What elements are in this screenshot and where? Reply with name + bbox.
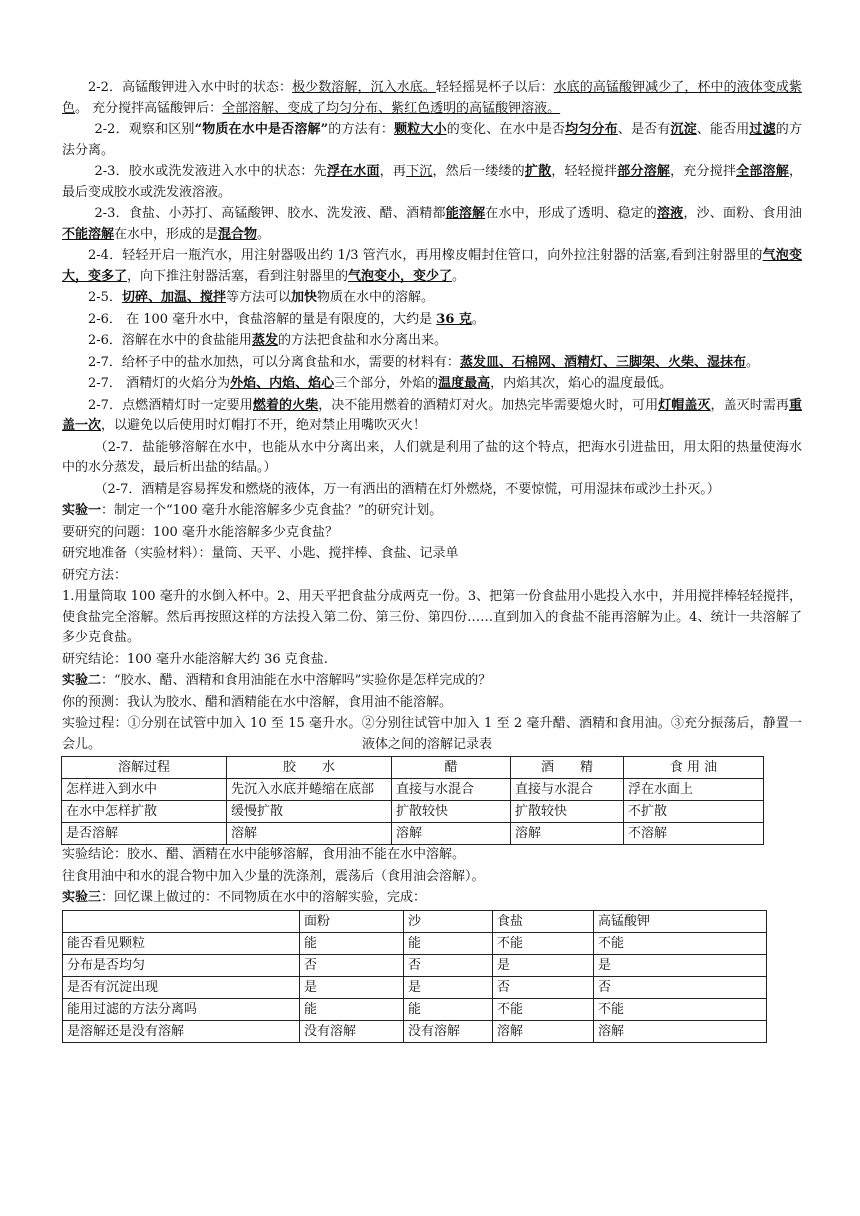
text: 等方法可以 xyxy=(225,290,291,305)
text: 、能否用 xyxy=(696,122,750,137)
text: 、是否有 xyxy=(617,122,671,137)
answer: 极少数溶解，沉入水底。 xyxy=(292,80,436,95)
table-cell: 不能 xyxy=(493,932,594,954)
table-cell: 是 xyxy=(300,976,404,998)
table-row xyxy=(63,954,767,976)
answer: 气泡变小，变少了 xyxy=(348,268,453,284)
answer: 外焰、内焰、焰心 xyxy=(230,376,335,391)
text: ：回忆课上做过的：不同物质在水中的溶解实验，完成： xyxy=(101,890,427,905)
text: ，最后变成胶水或洗发液溶液。 xyxy=(62,164,802,200)
answer: 水底的高锰酸钾减少了，杯中的液体变成紫色 xyxy=(62,80,802,116)
table-cell: 不溶解 xyxy=(624,823,764,845)
text: 的变化、在水中是否 xyxy=(446,122,566,137)
answer: 全部溶解、变成了均匀分布、紫红色透明的高锰酸钾溶液。 xyxy=(222,100,561,116)
text: 的方法分离。 xyxy=(62,122,802,158)
experiment-one-title xyxy=(62,501,802,522)
text: 在水中，形成了透明、稳定的 xyxy=(485,206,657,221)
table-row xyxy=(62,779,764,801)
table-cell: 能 xyxy=(404,998,493,1020)
table-cell: 浮在水面上 xyxy=(624,779,764,801)
answer: 溶液 xyxy=(656,206,684,221)
text: 在水中，形成的是 xyxy=(114,226,219,242)
header-cell: 沙 xyxy=(404,910,493,932)
table-cell: 不扩散 xyxy=(624,801,764,823)
table-cell: 是 xyxy=(594,954,767,976)
experiment-two-note: 往食用油中和水的混合物中加入少量的洗涤剂，震荡后（食用油会溶解）。 xyxy=(62,868,485,884)
table-cell: 是 xyxy=(404,976,493,998)
paragraph-alcohol-fire: （2-7．酒精是容易挥发和燃烧的液体，万一有洒出的酒精在灯外燃烧，不要惊慌，可用湿抹布或沙土扑灭。） xyxy=(94,481,720,497)
answer: 灯帽盖灭 xyxy=(658,397,711,413)
experiment-three-title xyxy=(62,888,802,909)
answer: 颗粒大小 xyxy=(394,122,447,137)
text: ，沙、面粉、食用油 xyxy=(683,206,802,221)
answer: 扩散 xyxy=(524,164,552,179)
paragraph-salt-limit xyxy=(62,310,802,331)
paragraph-speed-up xyxy=(62,288,802,309)
text: 的方法有： xyxy=(328,122,395,137)
text: ：“胶水、醋、酒精和食用油能在水中溶解吗”实验你是怎样完成的？ xyxy=(101,673,492,688)
text: ，充分搅拌 xyxy=(670,164,737,179)
text: ，内焰其次，焰心的温度最低。 xyxy=(490,376,673,391)
table-cell: 怎样进入到水中 xyxy=(62,779,227,801)
table-cell: 是否溶解 xyxy=(62,823,227,845)
header-cell: 溶解过程 xyxy=(62,757,227,779)
text: 的方法把食盐和水分离出来。 xyxy=(277,333,447,348)
table-row xyxy=(63,932,767,954)
answer: 重盖一次 xyxy=(62,397,802,433)
paragraph-salt-field: （2-7．盐能够溶解在水中，也能从水中分离出来，人们就是利用了盐的这个特点，把海水引进盐田，用太阳的热量使海水中的水分蒸发，最后析出盐的结晶。） xyxy=(62,439,802,475)
paragraph-evaporation xyxy=(62,331,802,352)
answer: 混合物 xyxy=(218,226,258,242)
table-cell: 在水中怎样扩散 xyxy=(62,801,227,823)
table-cell: 溶解 xyxy=(227,823,392,845)
document-body xyxy=(62,78,802,1043)
text: 轻轻摇晃杯子以后： xyxy=(435,80,554,95)
table-cell: 不能 xyxy=(594,998,767,1020)
experiment-two-prediction: 你的预测：我认为胶水、醋和酒精能在水中溶解，食用油不能溶解。 xyxy=(62,694,453,710)
answer: 下沉 xyxy=(406,164,433,179)
text: 。 xyxy=(745,354,759,370)
answer: 蒸发皿、石棉网、酒精灯、三脚架、火柴、湿抹布 xyxy=(459,354,746,370)
table-cell: 溶解 xyxy=(392,823,511,845)
table-caption: 液体之间的溶解记录表 xyxy=(362,736,493,752)
table-cell: 否 xyxy=(404,954,493,976)
substance-dissolution-table xyxy=(62,910,767,1043)
text: 三个部分，外焰的 xyxy=(334,376,439,391)
header-cell: 酒 精 xyxy=(511,757,624,779)
table-cell: 溶解 xyxy=(511,823,624,845)
header-cell: 面粉 xyxy=(300,910,404,932)
text: 2-3．食盐、小苏打、高锰酸钾、胶水、洗发液、醋、酒精都 xyxy=(94,206,446,221)
table-cell: 否 xyxy=(594,976,767,998)
text: 2-7．点燃酒精灯时一定要用 xyxy=(88,397,253,413)
header-cell: 食盐 xyxy=(493,910,594,932)
table-cell: 是否有沉淀出现 xyxy=(63,976,300,998)
text: 实验过程：①分别在试管中加入 10 至 15 毫升水。②分别往试管中加入 1 至 2 毫升醋、酒精和食用油。③充分振荡后，静置一会儿。 xyxy=(62,716,802,752)
table-cell: 没有溶解 xyxy=(404,1020,493,1042)
text: 2-6． 在 100 毫升水中，食盐溶解的量是有限度的，大约是 xyxy=(88,311,437,327)
answer: 沉淀 xyxy=(670,122,697,137)
table-row xyxy=(62,823,764,845)
experiment-one-materials: 研究地准备（实验材料）：量筒、天平、小匙、搅拌棒、食盐、记录单 xyxy=(62,546,459,561)
answer: 不能溶解 xyxy=(62,226,115,242)
text: ：制定一个“100 毫升水能溶解多少克食盐？”的研究计划。 xyxy=(101,503,443,518)
text: 2-2．观察和区别 xyxy=(94,122,195,137)
answer: 蒸发 xyxy=(251,333,278,348)
text: ，向下推注射器活塞，看到注射器里的 xyxy=(127,268,349,284)
table-cell: 能用过滤的方法分离吗 xyxy=(63,998,300,1020)
table-cell: 没有溶解 xyxy=(300,1020,404,1042)
text: 物质在水中的溶解。 xyxy=(316,290,434,305)
table-cell: 能 xyxy=(404,932,493,954)
paragraph-permanganate-state xyxy=(62,78,802,119)
table-cell: 溶解 xyxy=(493,1020,594,1042)
table-cell: 先沉入水底并蜷缩在底部 xyxy=(227,779,392,801)
experiment-one-method-label: 研究方法： xyxy=(62,567,128,583)
table-cell: 否 xyxy=(300,954,404,976)
answer: 能溶解 xyxy=(445,206,486,221)
experiment-two-title xyxy=(62,671,802,692)
experiment-two-process xyxy=(62,714,802,755)
text: 2-7．给杯子中的盐水加热，可以分离食盐和水，需要的材料有： xyxy=(88,354,460,370)
header-cell: 胶 水 xyxy=(227,757,392,779)
header-cell: 醋 xyxy=(392,757,511,779)
text: 2-5． xyxy=(88,290,122,305)
text: 2-4．轻轻开启一瓶汽水，用注射器吸出约 1/3 管汽水，再用橡皮帽封住管口，向外拉注射器的活塞,看到注射器里的 xyxy=(88,248,763,263)
text-bold: “物质在水中是否溶解” xyxy=(194,122,329,137)
table-cell: 分布是否均匀 xyxy=(63,954,300,976)
text: ，决不能用燃着的酒精灯对火。加热完毕需要熄火时，可用 xyxy=(318,397,659,413)
answer: 部分溶解 xyxy=(617,164,671,179)
table-cell: 溶解 xyxy=(594,1020,767,1042)
experiment-two-conclusion: 实验结论：胶水、醋、酒精在水中能够溶解，食用油不能在水中溶解。 xyxy=(62,847,466,862)
text: ，再 xyxy=(379,164,407,179)
table-row xyxy=(62,801,764,823)
text: ，然后一缕缕的 xyxy=(432,164,525,179)
experiment-one-question: 要研究的问题：100 毫升水能溶解多少克食盐？ xyxy=(62,524,338,540)
text: 2-3．胶水或洗发液进入水中的状态：先 xyxy=(94,164,327,179)
table-cell: 直接与水混合 xyxy=(511,779,624,801)
answer: 36 克 xyxy=(436,311,472,327)
table-cell: 扩散较快 xyxy=(392,801,511,823)
header-cell xyxy=(63,910,300,932)
paragraph-heating-materials xyxy=(62,353,802,374)
table-row xyxy=(63,1020,767,1042)
paragraph-soluble-substances xyxy=(62,204,802,245)
liquid-dissolution-table xyxy=(61,756,764,845)
answer: 过滤 xyxy=(749,122,776,137)
answer: 燃着的火柴 xyxy=(252,397,319,413)
table-row xyxy=(63,976,767,998)
answer: 气泡变大，变多了 xyxy=(62,248,802,284)
text-bold: 加快 xyxy=(290,290,317,305)
paragraph-glue-state xyxy=(62,162,802,203)
text: 2-6．溶解在水中的食盐能用 xyxy=(88,333,252,348)
header-cell: 食 用 油 xyxy=(624,757,764,779)
paragraph-soda-syringe xyxy=(62,246,802,287)
text: 2-7． 酒精灯的火焰分为 xyxy=(88,376,231,391)
heading: 实验二 xyxy=(62,673,102,688)
heading: 实验三 xyxy=(62,890,102,905)
header-cell: 高锰酸钾 xyxy=(594,910,767,932)
table-cell: 不能 xyxy=(594,932,767,954)
experiment-one-conclusion: 研究结论：100 毫升水能溶解大约 36 克食盐. xyxy=(62,651,328,667)
table-cell: 是 xyxy=(493,954,594,976)
table-header-row xyxy=(63,910,767,932)
answer: 浮在水面 xyxy=(326,164,380,179)
heading: 实验一 xyxy=(62,503,102,518)
text: 。 xyxy=(257,226,271,242)
paragraph-flame-parts xyxy=(62,374,802,395)
table-cell: 能否看见颗粒 xyxy=(63,932,300,954)
text: 2-2．高锰酸钾进入水中时的状态： xyxy=(88,80,293,95)
table-cell: 否 xyxy=(493,976,594,998)
table-cell: 能 xyxy=(300,932,404,954)
answer: 均匀分布 xyxy=(565,122,618,137)
text: ，以避免以后使用时灯帽打不开，绝对禁止用嘴吹灭火！ xyxy=(101,418,427,433)
table-cell: 缓慢扩散 xyxy=(227,801,392,823)
answer: 切碎、加温、搅拌 xyxy=(121,290,226,305)
text: 。 充分搅拌高锰酸钾后： xyxy=(75,100,223,116)
table-cell: 不能 xyxy=(493,998,594,1020)
table-cell: 能 xyxy=(300,998,404,1020)
answer: 全部溶解 xyxy=(736,164,789,179)
text: 。 xyxy=(452,268,466,284)
text: ，轻轻搅拌 xyxy=(551,164,618,179)
text: 。 xyxy=(471,311,485,327)
table-header-row xyxy=(62,757,764,779)
paragraph-dissolve-criteria xyxy=(62,120,802,161)
table-cell: 是溶解还是没有溶解 xyxy=(63,1020,300,1042)
table-cell: 直接与水混合 xyxy=(392,779,511,801)
answer: 温度最高 xyxy=(438,376,491,391)
table-row xyxy=(63,998,767,1020)
paragraph-lamp-safety xyxy=(62,396,802,437)
table-cell: 扩散较快 xyxy=(511,801,624,823)
experiment-one-method: 1.用量筒取 100 毫升的水倒入杯中。2、用天平把食盐分成两克一份。3、把第一份食盐用小匙投入水中，并用搅拌棒轻轻搅拌，使食盐完全溶解。然后再按照这样的方法投入第二份、第三份、第四份……直到加入的食盐不能再溶解为止。4、统计一共溶解了多少克食盐。 xyxy=(62,589,802,645)
text: ，盖灭时需再 xyxy=(710,397,789,413)
